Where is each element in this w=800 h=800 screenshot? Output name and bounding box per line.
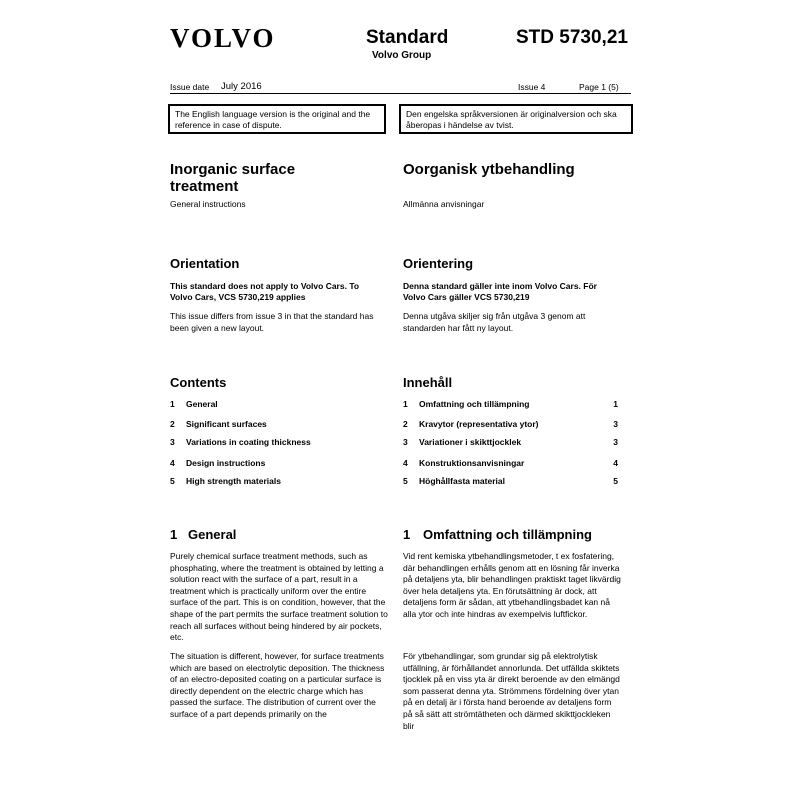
language-note-sv: Den engelska språkversionen är originalversion och ska åberopas i händelse av tvist. <box>399 104 633 134</box>
standard-subtitle: Volvo Group <box>372 50 432 61</box>
paragraph-en-2: The situation is different, however, for surface treatments which are based on electrolytic deposition. The thickness of an electro-deposited coating on a particular surface is directly dependent on the electric charge which has passed the surface. The distribution of current over the surface of a part depends primarily on the <box>170 651 385 719</box>
orientation-heading-sv: Orientering <box>403 256 474 271</box>
paragraph-sv-2: För ytbehandlingar, som grundar sig på elektrolytisk utfällning, är förhållandet annorlunda. Det utfällda skiktets tjocklek på en viss yta är direkt beroende av den elmängd som passerat denna yta. Strömmens fördelning över ytan på en detalj är i första hand beroende av detaljens form på så sätt att strömtätheten och därmed skikttjockleken blir <box>403 651 620 731</box>
toc-page-number: 1 <box>613 399 618 409</box>
orientation-bold-en: This standard does not apply to Volvo Cars. To Volvo Cars, VCS 5730,219 applies <box>170 281 360 302</box>
toc-page-number: 3 <box>613 419 618 429</box>
toc-entry-sv[interactable] <box>403 458 618 470</box>
paragraph-en-1: Purely chemical surface treatment methods, such as phosphating, where the treatment is obtained by letting a solution react with the surface of a part, result in a treatment which is practically uniform over the entire surface of the part. This is on condition, however, that the shape of the part permits the surface treatment solution to reach all surfaces without being hindered by air pockets, etc. <box>170 551 388 643</box>
toc-number: 5 <box>170 476 175 486</box>
toc-label: General <box>186 399 218 409</box>
toc-entry-en[interactable] <box>170 419 386 431</box>
issue-number: Issue 4 <box>518 82 546 92</box>
toc-entry-en[interactable] <box>170 399 386 411</box>
contents-heading-sv: Innehåll <box>403 375 453 390</box>
toc-entry-en[interactable] <box>170 458 386 470</box>
language-note-en: The English language version is the original and the reference in case of dispute. <box>168 104 386 134</box>
header-divider <box>170 93 631 94</box>
toc-label: Design instructions <box>186 458 266 468</box>
toc-number: 3 <box>170 437 175 447</box>
toc-page-number: 3 <box>613 437 618 447</box>
toc-entry-en[interactable] <box>170 437 386 449</box>
volvo-logo: VOLVO <box>170 23 276 53</box>
title-sv-subtitle: Allmänna anvisningar <box>403 199 485 209</box>
issue-date-label: Issue date <box>170 82 210 92</box>
toc-label: Significant surfaces <box>186 419 267 429</box>
toc-label: Höghållfasta material <box>419 476 505 486</box>
toc-number: 3 <box>403 437 408 447</box>
toc-number: 2 <box>170 419 175 429</box>
toc-entry-en[interactable] <box>170 476 386 488</box>
issue-date: July 2016 <box>221 81 262 92</box>
orientation-text-en: This issue differs from issue 3 in that the standard has been given a new layout. <box>170 311 374 333</box>
toc-entry-sv[interactable] <box>403 476 618 488</box>
toc-number: 5 <box>403 476 408 486</box>
toc-number: 1 <box>403 399 408 409</box>
page-number: Page 1 (5) <box>579 82 619 92</box>
section-number-sv: 1 <box>403 527 411 542</box>
toc-label: Omfattning och tillämpning <box>419 399 530 409</box>
section-heading-sv: Omfattning och tillämpning <box>423 527 592 542</box>
toc-label: Variations in coating thickness <box>186 437 311 447</box>
toc-number: 4 <box>403 458 408 468</box>
orientation-heading-en: Orientation <box>170 256 240 271</box>
standard-title: Standard <box>366 27 449 48</box>
title-en-subtitle: General instructions <box>170 199 246 209</box>
toc-number: 4 <box>170 458 175 468</box>
toc-page-number: 4 <box>613 458 618 468</box>
title-sv: Oorganisk ytbehandling <box>403 161 575 178</box>
paragraph-sv-1: Vid rent kemiska ytbehandlingsmetoder, t ex fosfatering, där behandlingen erhålls genom att en lösning får inverka på detaljens yta, blir behandlingen praktiskt taget likvärdig över hela detaljens yta. En förutsättning är dock, att detaljens form är sådan, att ytbehandlingsbadet kan nå alla ytor och inte hindras av exempelvis luftfickor. <box>403 551 621 619</box>
toc-label: Konstruktionsanvisningar <box>419 458 525 468</box>
contents-heading-en: Contents <box>170 375 227 390</box>
toc-number: 2 <box>403 419 408 429</box>
toc-label: Variationer i skikttjocklek <box>419 437 522 447</box>
title-en: Inorganic surface treatment <box>170 161 296 195</box>
toc-label: Kravytor (representativa ytor) <box>419 419 539 429</box>
orientation-text-sv: Denna utgåva skiljer sig från utgåva 3 genom att standarden har fått ny layout. <box>403 311 586 333</box>
toc-entry-sv[interactable] <box>403 399 618 411</box>
toc-number: 1 <box>170 399 175 409</box>
section-heading-en: General <box>188 527 237 542</box>
toc-label: High strength materials <box>186 476 281 486</box>
toc-page-number: 5 <box>613 476 618 486</box>
standard-number: STD 5730,21 <box>516 27 628 48</box>
section-number-en: 1 <box>170 527 178 542</box>
toc-entry-sv[interactable] <box>403 437 618 449</box>
toc-entry-sv[interactable] <box>403 419 618 431</box>
orientation-bold-sv: Denna standard gäller inte inom Volvo Cars. För Volvo Cars gäller VCS 5730,219 <box>403 281 597 302</box>
